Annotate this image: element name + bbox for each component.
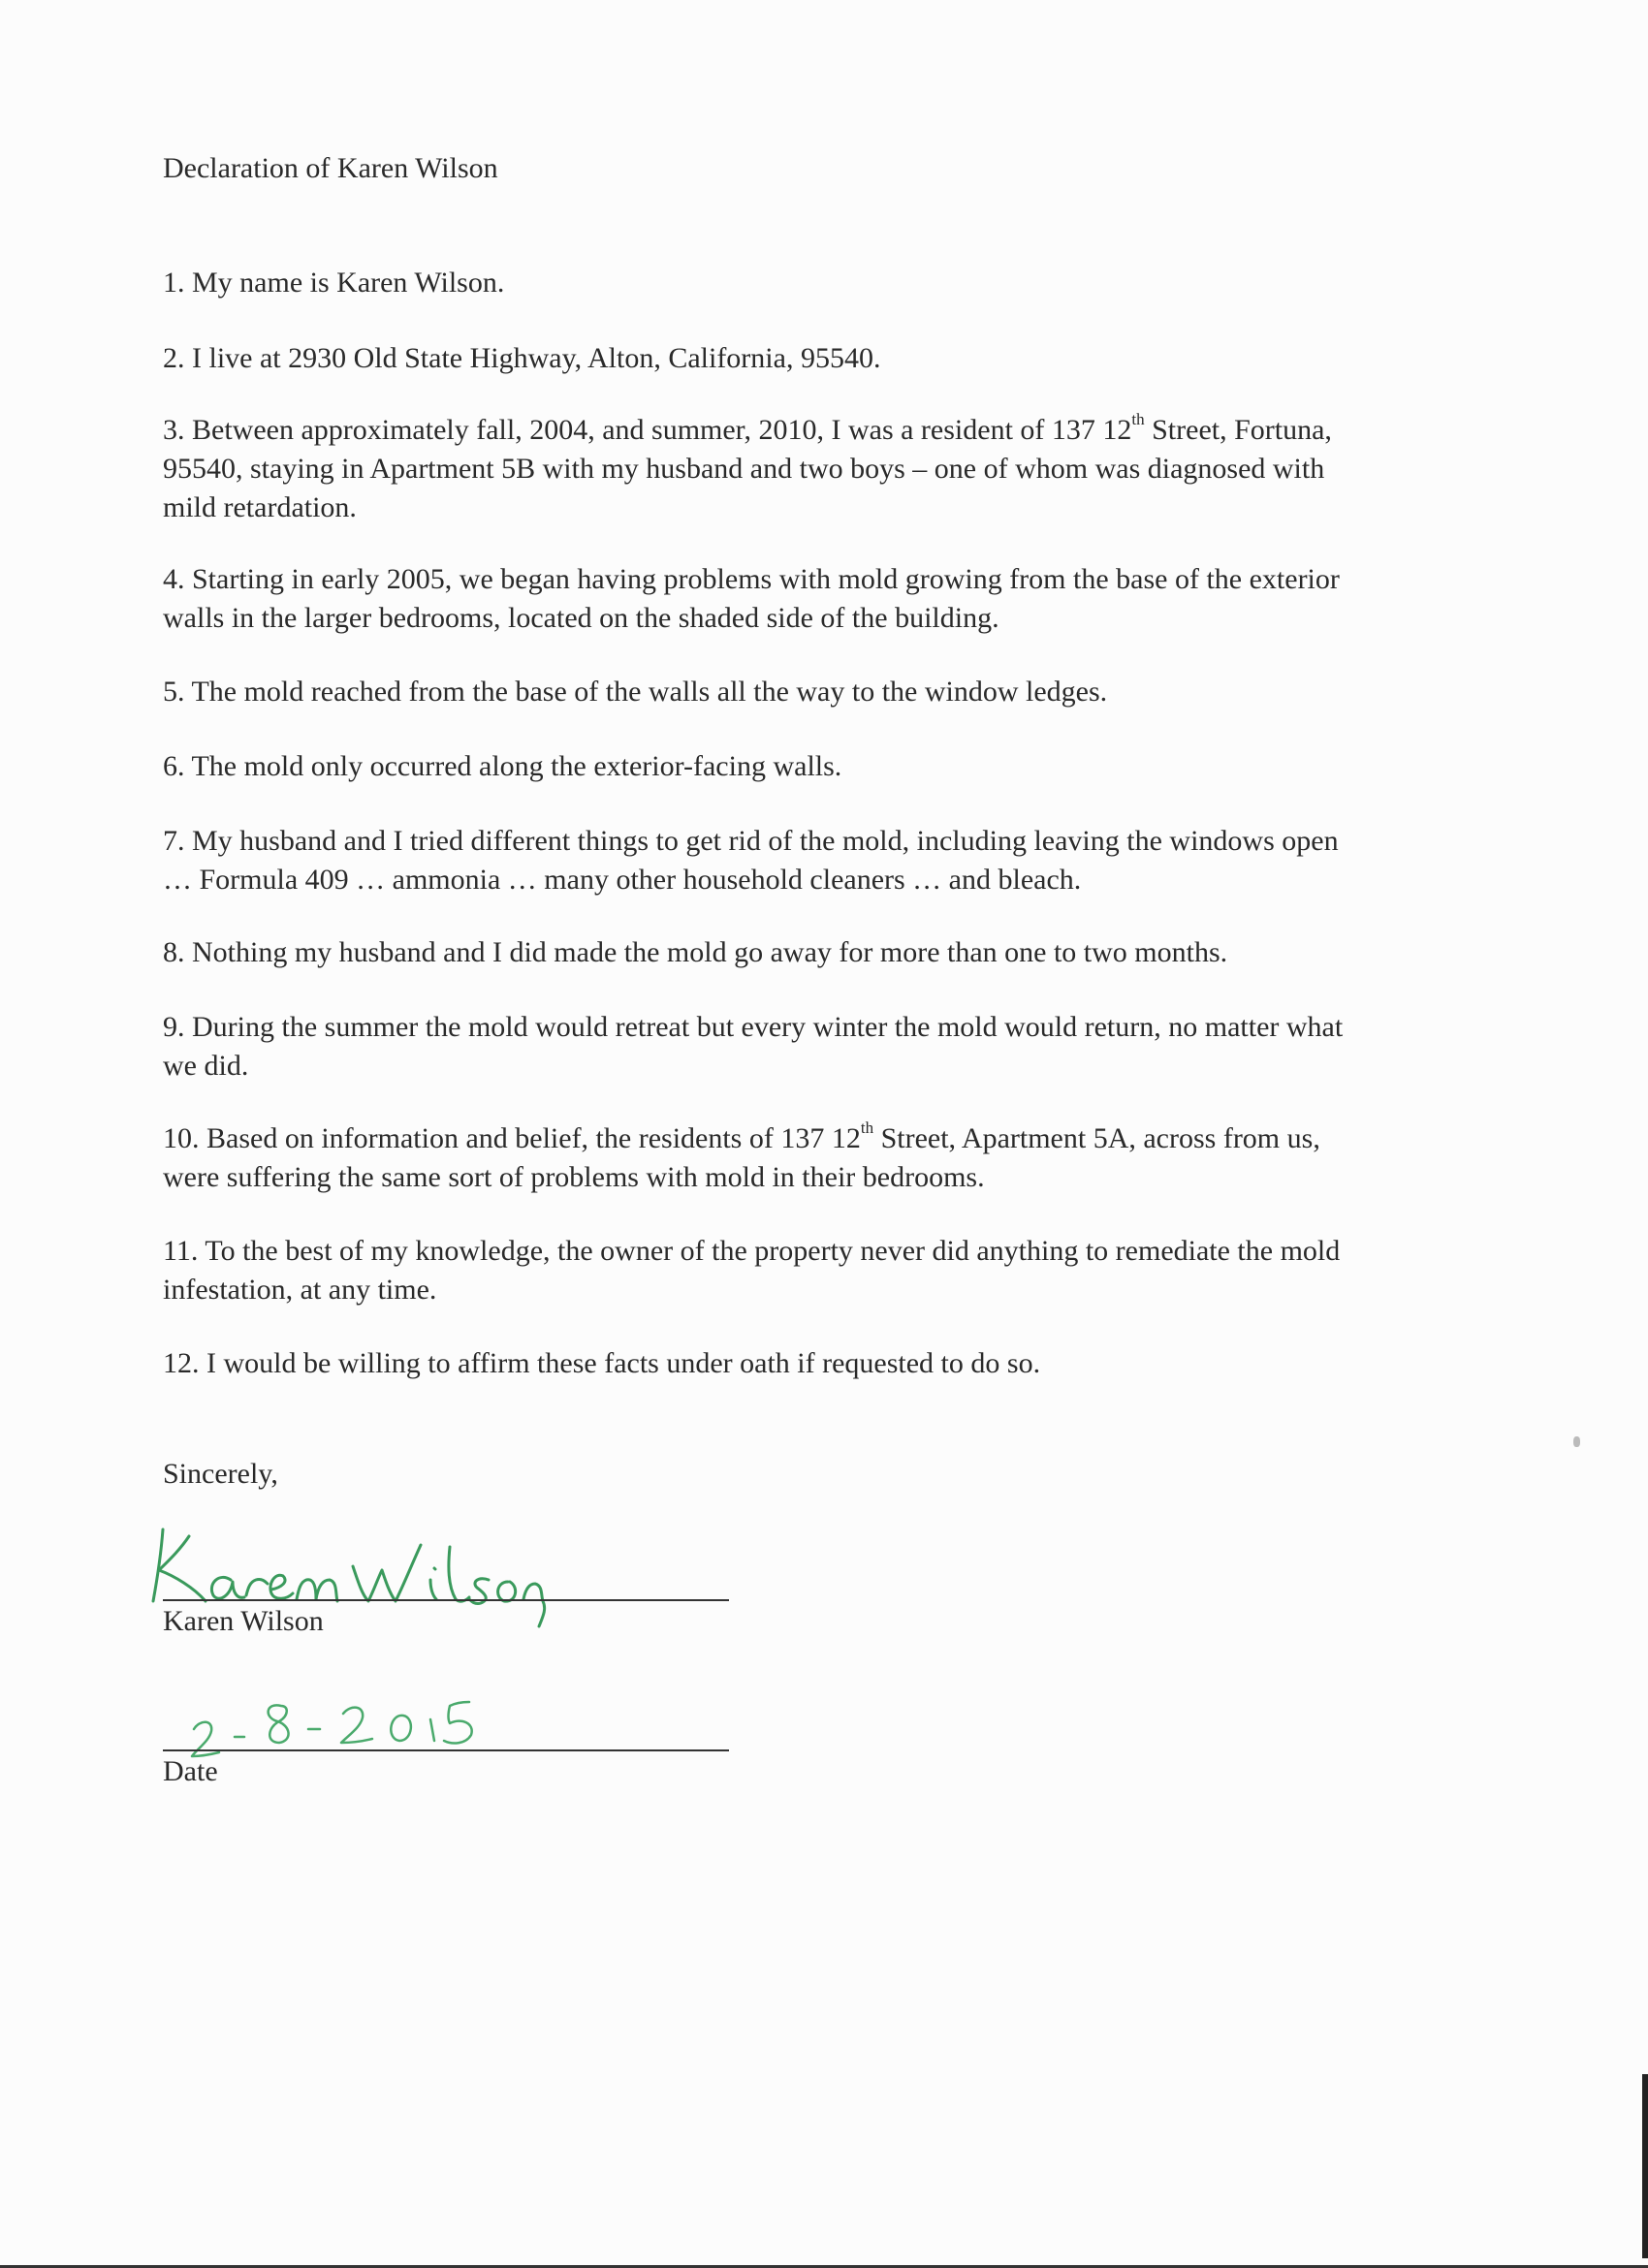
paragraph-2: 2. I live at 2930 Old State Highway, Alton, California, 95540. <box>163 342 881 374</box>
paragraph-7-line-2: … Formula 409 … ammonia … many other household cleaners … and bleach. <box>163 864 1082 896</box>
paragraph-4-line-1: 4. Starting in early 2005, we began having problems with mold growing from the base of the exterior <box>163 563 1340 595</box>
paragraph-6: 6. The mold only occurred along the exterior-facing walls. <box>163 750 842 782</box>
paragraph-10 <box>163 1119 1501 1197</box>
paragraph-3-line-1-text: 3. Between approximately fall, 2004, and summer, 2010, I was a resident of 137 12 <box>163 414 1132 446</box>
paragraph-3-line-1-tail: Street, Fortuna, <box>1144 414 1332 446</box>
paragraph-11-line-1: 11. To the best of my knowledge, the owner of the property never did anything to remediate the mold <box>163 1235 1341 1267</box>
scan-edge-mark <box>1642 2074 1648 2258</box>
paragraph-9-line-2: we did. <box>163 1050 249 1082</box>
ordinal-suffix: th <box>1131 410 1145 428</box>
paragraph-8: 8. Nothing my husband and I did made the mold go away for more than one to two months. <box>163 936 1228 968</box>
paragraph-10-line-1-tail: Street, Apartment 5A, across from us, <box>873 1122 1320 1154</box>
paragraph-1: 1. My name is Karen Wilson. <box>163 267 505 299</box>
signer-name-label: Karen Wilson <box>163 1605 324 1637</box>
paragraph-3 <box>163 411 1501 527</box>
ordinal-suffix: th <box>860 1118 874 1137</box>
paragraph-10-line-1-text: 10. Based on information and belief, the residents of 137 12 <box>163 1122 861 1154</box>
date-label: Date <box>163 1755 218 1787</box>
paragraph-9-line-1: 9. During the summer the mold would retreat but every winter the mold would return, no matter what <box>163 1011 1344 1043</box>
paragraph-7-line-1: 7. My husband and I tried different things to get rid of the mold, including leaving the windows open <box>163 825 1339 857</box>
paragraph-3-line-3: mild retardation. <box>163 491 357 523</box>
paragraph-4-line-2: walls in the larger bedrooms, located on the shaded side of the building. <box>163 602 999 634</box>
signature-line <box>163 1599 729 1601</box>
date-line <box>163 1749 729 1751</box>
paragraph-9 <box>163 1008 1501 1086</box>
document-title: Declaration of Karen Wilson <box>163 152 498 184</box>
paragraph-11-line-2: infestation, at any time. <box>163 1274 437 1306</box>
closing-salutation: Sincerely, <box>163 1458 278 1490</box>
paragraph-3-line-2: 95540, staying in Apartment 5B with my husband and two boys – one of whom was diagnosed with <box>163 453 1325 485</box>
paragraph-10-line-1 <box>163 1119 1501 1158</box>
paragraph-3-line-1 <box>163 411 1501 450</box>
paragraph-7 <box>163 822 1501 899</box>
paragraph-10-line-2: were suffering the same sort of problems with mold in their bedrooms. <box>163 1161 985 1193</box>
paragraph-4 <box>163 560 1501 638</box>
paragraph-5: 5. The mold reached from the base of the walls all the way to the window ledges. <box>163 676 1108 708</box>
scan-speck <box>1573 1436 1580 1447</box>
paragraph-12: 12. I would be willing to affirm these facts under oath if requested to do so. <box>163 1347 1041 1379</box>
paragraph-11 <box>163 1232 1501 1309</box>
